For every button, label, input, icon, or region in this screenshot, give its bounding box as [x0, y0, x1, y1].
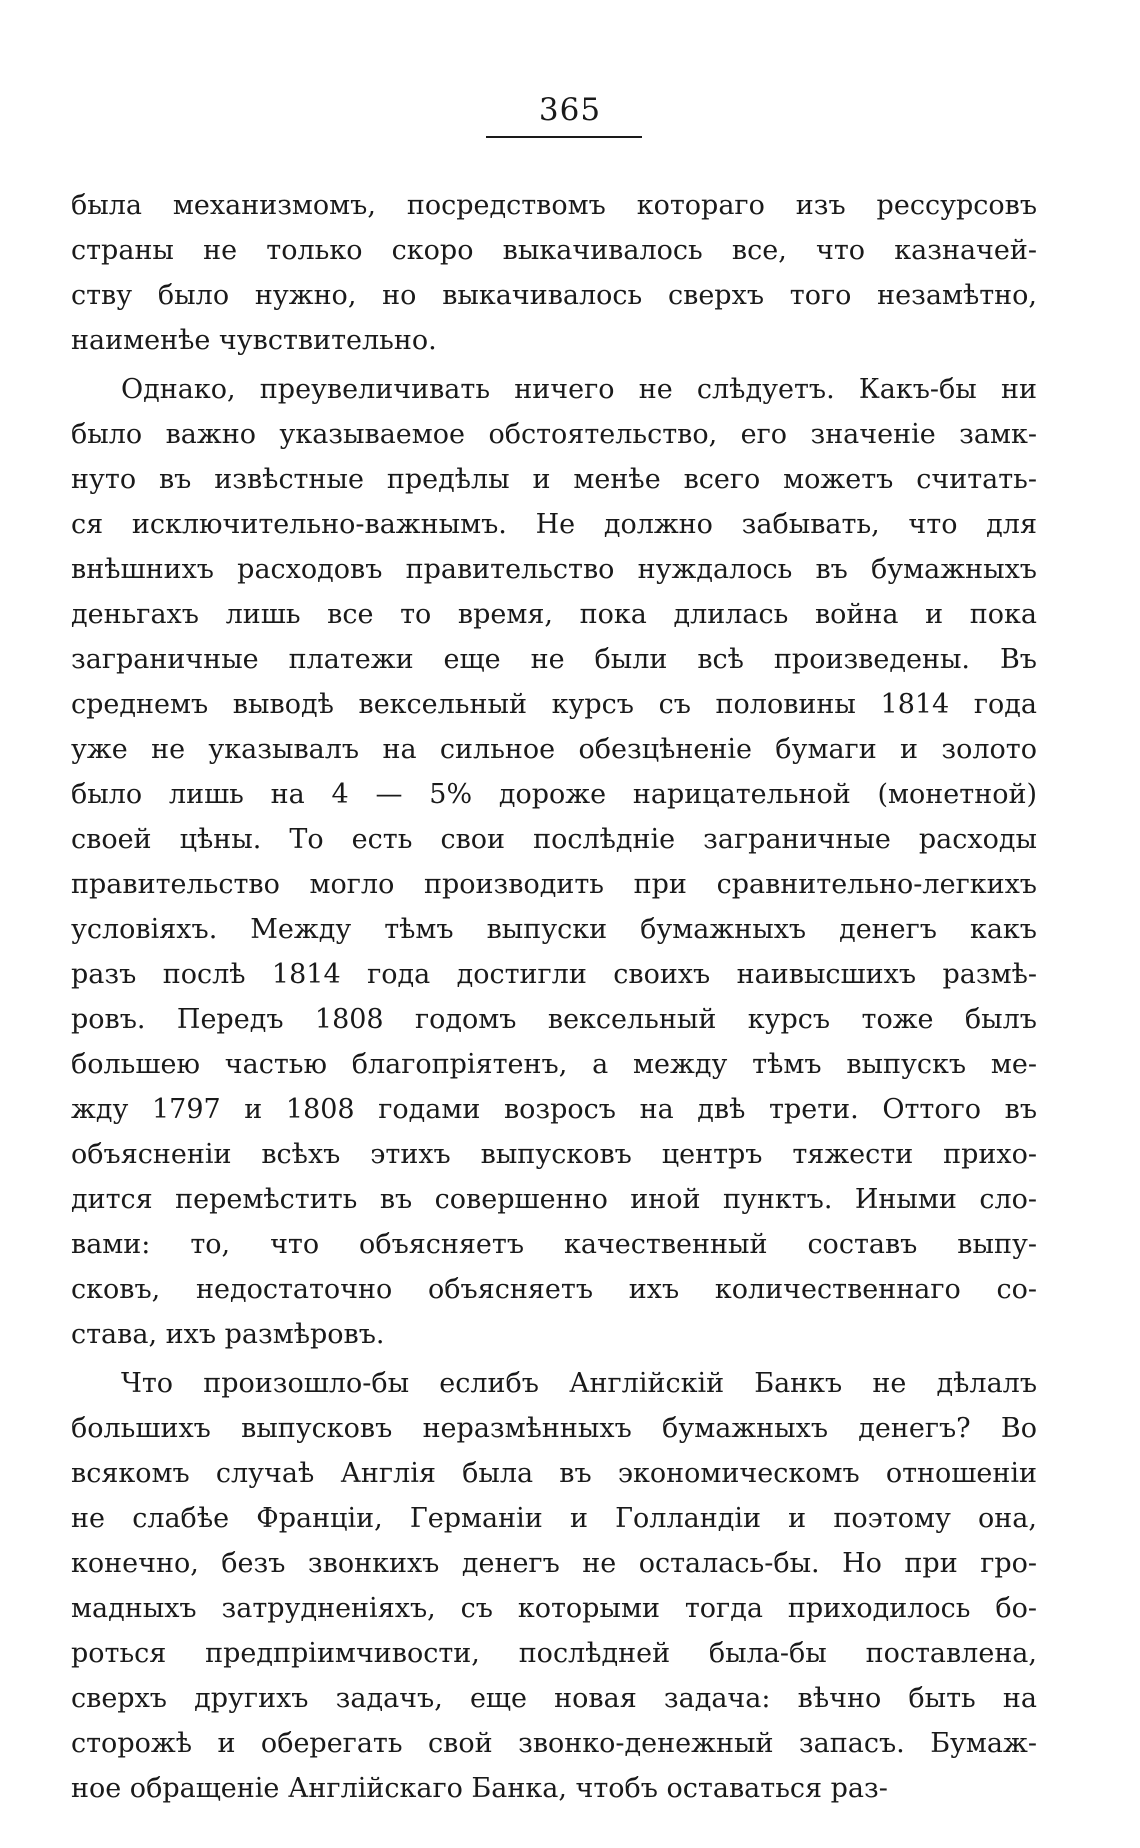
text-line: вами: то, что объясняетъ качественный составъ выпу- — [71, 1229, 1037, 1260]
paragraph — [71, 367, 1037, 1357]
text-line: условіяхъ. Между тѣмъ выпуски бумажныхъ денегъ какъ — [71, 914, 1037, 945]
text-line: роться предпріимчивости, послѣдней была-бы поставлена, — [71, 1638, 1037, 1669]
text-line: страны не только скоро выкачивалось все, что казначей- — [71, 235, 1037, 266]
text-line: сверхъ другихъ задачъ, еще новая задача: вѣчно быть на — [71, 1683, 1037, 1714]
text-line: внѣшнихъ расходовъ правительство нуждалось въ бумажныхъ — [71, 554, 1037, 585]
text-line: заграничные платежи еще не были всѣ произведены. Въ — [71, 644, 1037, 675]
paragraph — [71, 183, 1037, 363]
text-line: уже не указывалъ на сильное обезцѣненіе бумаги и золото — [71, 734, 1037, 765]
text-line: среднемъ выводѣ вексельный курсъ съ половины 1814 года — [71, 689, 1037, 720]
page-number-rule — [486, 136, 642, 138]
text-line: деньгахъ лишь все то время, пока длилась война и пока — [71, 599, 1037, 630]
text-line: конечно, безъ звонкихъ денегъ не осталась-бы. Но при гро- — [71, 1548, 1037, 1579]
text-line: большихъ выпусковъ неразмѣнныхъ бумажныхъ денегъ? Во — [71, 1413, 1037, 1444]
text-line: Что произошло-бы еслибъ Англійскій Банкъ не дѣлалъ — [121, 1368, 1037, 1399]
text-line: было важно указываемое обстоятельство, его значеніе замк- — [71, 419, 1037, 450]
text-line: не слабѣе Франціи, Германіи и Голландіи и поэтому она, — [71, 1503, 1037, 1534]
text-line: наименѣе чувствительно. — [71, 325, 437, 356]
text-line: сторожѣ и оберегать свой звонко-денежный запасъ. Бумаж- — [71, 1728, 1037, 1759]
text-line: ровъ. Передъ 1808 годомъ вексельный курсъ тоже былъ — [71, 1004, 1037, 1035]
text-line: своей цѣны. То есть свои послѣдніе заграничные расходы — [71, 824, 1037, 855]
text-line: ся исключительно-важнымъ. Не должно забывать, что для — [71, 509, 1037, 540]
text-line: Однако, преувеличивать ничего не слѣдуетъ. Какъ-бы ни — [121, 374, 1037, 405]
text-line: нуто въ извѣстные предѣлы и менѣе всего можетъ считать- — [71, 464, 1037, 495]
text-line: большею частью благопріятенъ, а между тѣмъ выпускъ ме- — [71, 1049, 1037, 1080]
text-line: было лишь на 4 — 5% дороже нарицательной (монетной) — [71, 779, 1037, 810]
text-line: сковъ, недостаточно объясняетъ ихъ количественнаго со- — [71, 1274, 1037, 1305]
paragraph — [71, 1361, 1037, 1811]
page-number: 365 — [538, 92, 602, 128]
text-line: объясненіи всѣхъ этихъ выпусковъ центръ тяжести прихо- — [71, 1139, 1037, 1170]
text-line: мадныхъ затрудненіяхъ, съ которыми тогда приходилось бо- — [71, 1593, 1037, 1624]
text-line: става, ихъ размѣровъ. — [71, 1319, 385, 1350]
text-line: жду 1797 и 1808 годами возросъ на двѣ трети. Оттого въ — [71, 1094, 1037, 1125]
text-line: была механизмомъ, посредствомъ котораго изъ рессурсовъ — [71, 190, 1037, 221]
body-text — [71, 183, 1037, 1811]
text-line: правительство могло производить при сравнительно-легкихъ — [71, 869, 1037, 900]
text-line: дится перемѣстить въ совершенно иной пунктъ. Иными сло- — [71, 1184, 1037, 1215]
text-line: ное обращеніе Англійскаго Банка, чтобъ оставаться раз- — [71, 1773, 888, 1804]
text-line: всякомъ случаѣ Англія была въ экономическомъ отношеніи — [71, 1458, 1037, 1489]
text-line: ству было нужно, но выкачивалось сверхъ того незамѣтно, — [71, 280, 1037, 311]
text-line: разъ послѣ 1814 года достигли своихъ наивысшихъ размѣ- — [71, 959, 1037, 990]
